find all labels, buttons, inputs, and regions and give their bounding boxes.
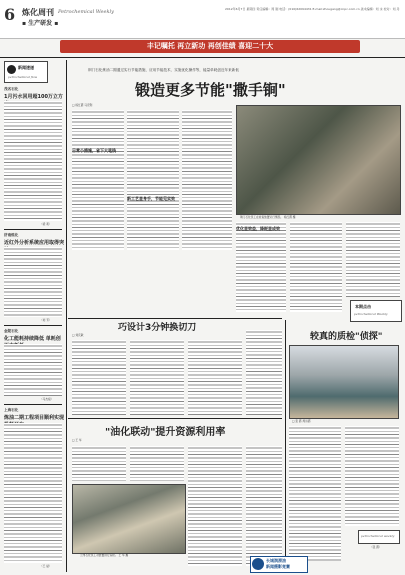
footer-credit: （张 霞） [370, 545, 382, 549]
click-logo [350, 300, 402, 322]
brief-author-3: （马杰斌） [40, 397, 54, 401]
main-col-4 [236, 222, 286, 312]
story3-headline: "油化联动"提升资源利用率 [105, 427, 226, 438]
stamp-brand: 长城润滑油 [266, 558, 286, 563]
main-col-1 [72, 110, 124, 250]
main-subhead-3: 优化显效益，降耗显成效 [236, 226, 280, 231]
story3-col-2 [130, 446, 184, 481]
brief-body-2 [4, 247, 62, 317]
story3-col-3 [188, 446, 242, 566]
brief-author-2: （刘 芳） [40, 318, 52, 322]
brief-title-3: 化工能耗持续降低 单耗创 [4, 336, 61, 342]
story4-weekly-logo [358, 530, 400, 544]
story4-logo-text: petrochemical weekly [361, 534, 395, 538]
stamp-globe-icon [252, 558, 264, 570]
main-photo-caption: 荆门石化员工在检查装置运行情况。 杨红霞 摄 [240, 215, 296, 219]
main-subhead-2: 新工艺显身手，节能见实效 [127, 196, 175, 201]
main-col-5 [290, 222, 342, 312]
brief-org-2: 济南炼化 [4, 233, 19, 237]
brief-divider [4, 404, 62, 405]
main-subhead-1: 日常小措施，省下大笔钱 [72, 148, 116, 153]
section-label: ▪ 生产研发 ▪ [22, 20, 59, 27]
logo-english: petrochemical flow [8, 75, 38, 79]
slogan-banner: 丰记嘱托 再立新功 再创佳绩 喜迎二十大 [60, 40, 360, 53]
page-number: 6 [4, 5, 16, 24]
contest-stamp [250, 556, 308, 573]
main-col-2 [127, 110, 179, 250]
brief-author-4: （王 斌） [40, 564, 52, 568]
brief-divider [4, 325, 62, 326]
header-meta: 2012年6月7日 星期四 责任编辑：周 刚 电话：(010)62094431 E-mail:zhougang@cnpc.com.cn 美术编辑：刘 永 校对：刘 丹 [225, 7, 400, 11]
mid-rule [68, 318, 282, 319]
stamp-contest: 新闻摄影竞赛 [266, 564, 290, 569]
main-headline: 锻造更多节能"撒手锏" [135, 81, 286, 99]
brief-divider [4, 229, 62, 230]
story2-headline: 巧设计3分钟换切刀 [118, 323, 197, 333]
brief-author-1: （梁 莉） [40, 222, 52, 226]
brief-body-1 [4, 101, 62, 221]
story3-col-1 [72, 446, 126, 481]
story4-photo [289, 345, 399, 419]
masthead-title: 炼化周刊 [22, 7, 54, 17]
main-deck: 荆门石化炼油二期通过实行节能措施、应用节能技术、实施优化操作等，能量单耗创近年来新低 [88, 68, 239, 72]
masthead-subtitle: Petrochemical Weekly [58, 9, 114, 15]
news-flash-logo [4, 61, 48, 83]
brief-org-3: 金陵石化 [4, 329, 19, 333]
page-header [0, 0, 405, 39]
story3-byline: □ 王 华 [72, 438, 82, 442]
story4-headline: 较真的质检"侦探" [310, 332, 383, 342]
column-divider [66, 60, 67, 572]
brief-org-4: 上海石化 [4, 408, 19, 412]
column-divider-right [285, 320, 286, 572]
brief-body-3 [4, 344, 62, 396]
story4-byline: □ 张 霞 周远霞 [292, 419, 311, 423]
main-photo [236, 105, 401, 215]
story3-col-4 [246, 446, 282, 566]
main-byline: □ 杨红霞 马宏利 [72, 103, 93, 107]
story3-photo-caption: 兰州石化员工对装置进行巡检。 王 华 摄 [80, 553, 129, 557]
brief-org-1: 茂名石化 [4, 87, 19, 91]
top-rule [0, 57, 405, 58]
story2-col-4 [246, 330, 282, 415]
main-col-6 [346, 222, 400, 297]
story2-byline: □ 刘庆敏 [72, 333, 84, 337]
click-label: 本期点击 [355, 304, 371, 309]
brief-title-2: 近红外分析系统应用取得突 [4, 240, 65, 246]
brief-title-4: 炼油二期工程项目顺利实现 [4, 415, 65, 421]
logo-mark-icon [7, 65, 16, 74]
story2-col-3 [188, 340, 242, 415]
logo-label: 新闻速递 [18, 65, 34, 70]
story4-col-1 [289, 426, 341, 561]
click-sub: petrochemical Weekly [354, 312, 388, 316]
story2-col-1 [72, 340, 126, 415]
brief-body-4 [4, 423, 62, 563]
story2-col-2 [130, 340, 184, 415]
story4-col-2 [345, 426, 399, 526]
main-col-3 [182, 110, 232, 250]
story3-photo [72, 484, 186, 554]
mid-rule-2 [68, 418, 282, 419]
brief-title-1: 1月污水回用超100万立方 [4, 94, 63, 100]
